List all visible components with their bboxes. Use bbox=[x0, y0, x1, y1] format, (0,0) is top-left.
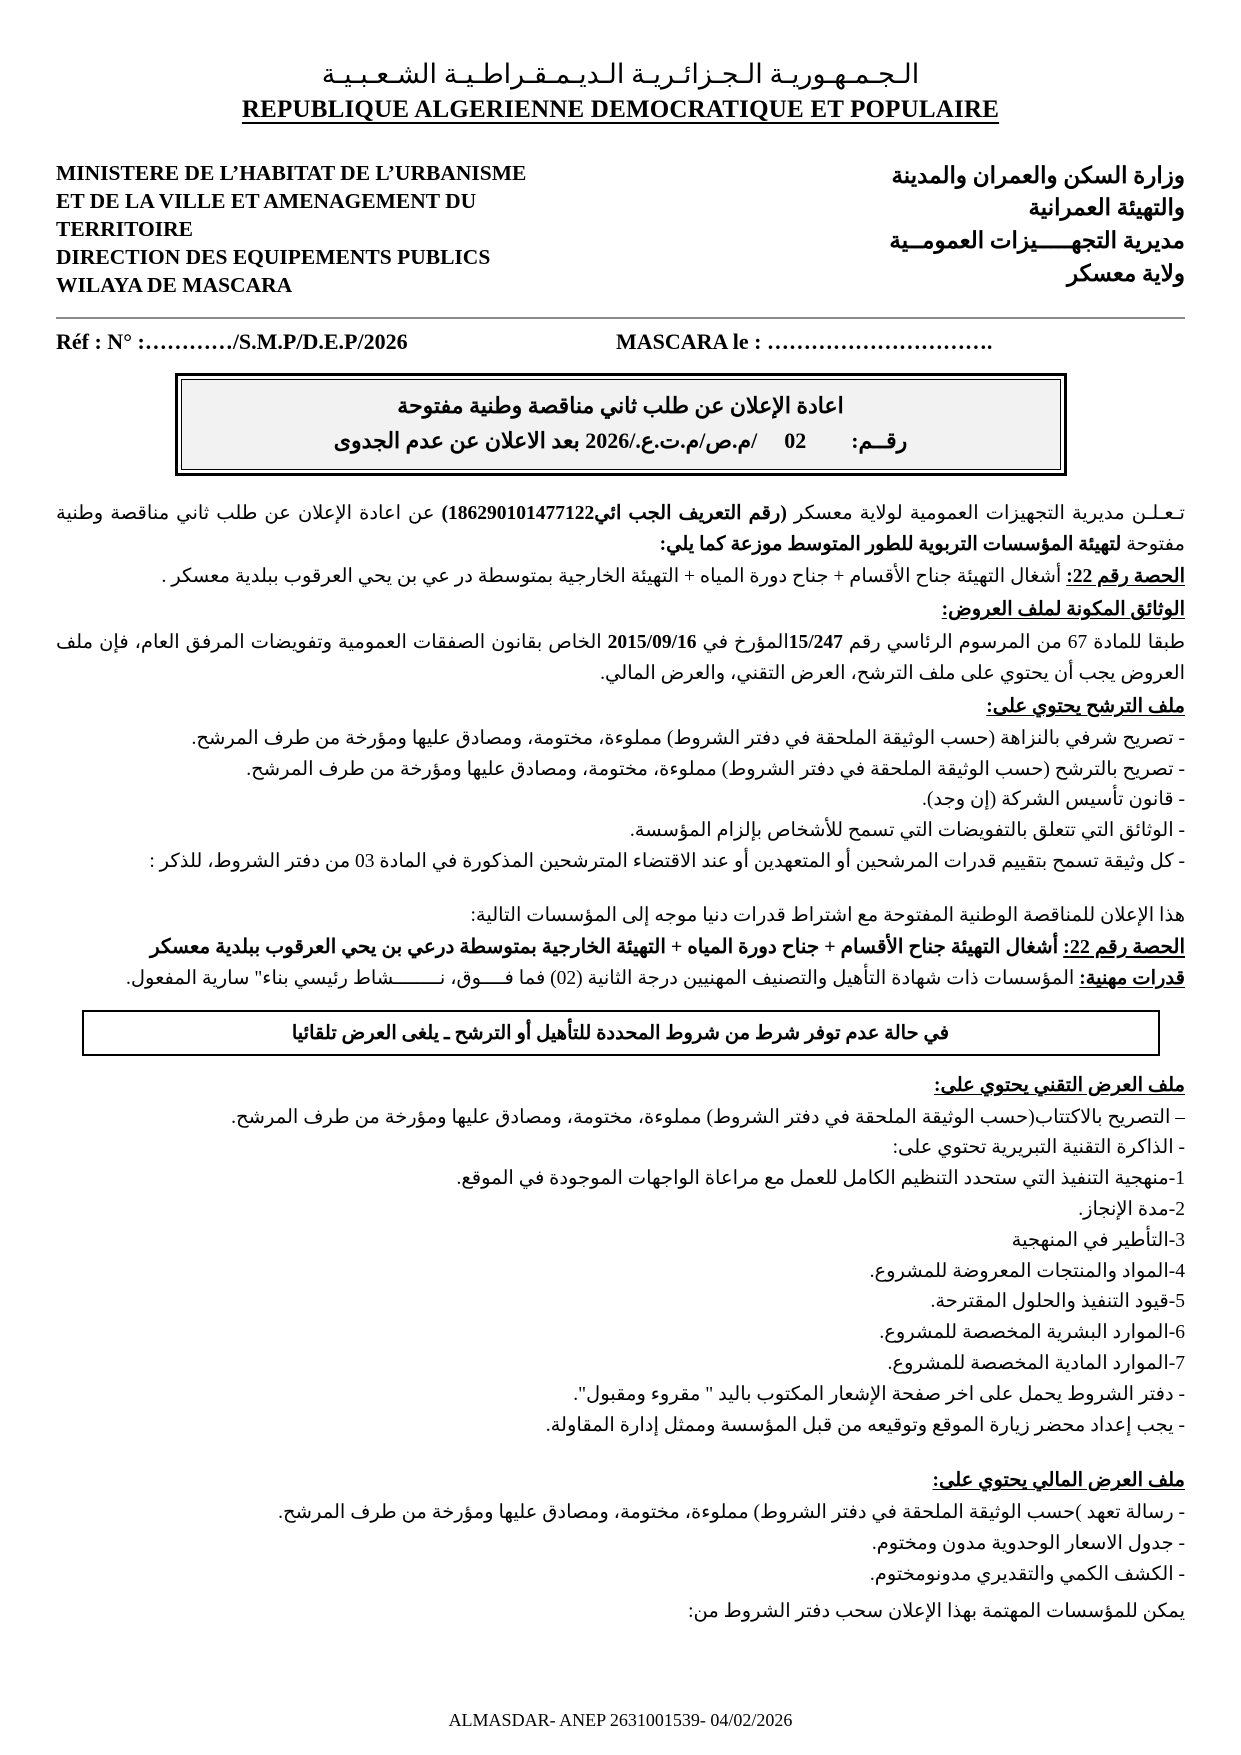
republic-title-arabic: الـجـمـهـوريـة الـجـزائـريـة الـديـمـقـراطـيـة الشـعـبـيـة bbox=[321, 59, 920, 89]
financial-item: - جدول الاسعار الوحدوية مدون ومختوم. bbox=[871, 1532, 1185, 1554]
financial-item: - الكشف الكمي والتقديري مدونومختوم. bbox=[869, 1563, 1185, 1585]
candidacy-item: - تصريح بالترشح (حسب الوثيقة الملحقة في دفتر الشروط) مملوءة، مختومة، ومصادق عليها ومؤرخة من طرف المرشح. bbox=[246, 758, 1185, 780]
candidacy-item: - قانون تأسيس الشركة (إن وجد). bbox=[922, 789, 1185, 811]
header-divider bbox=[56, 317, 1185, 319]
decree-text-c: المؤرخ في bbox=[696, 631, 789, 653]
technical-item: 3-التأطير في المنهجية bbox=[1011, 1229, 1185, 1251]
lot-label-1: الحصة رقم 22: bbox=[1066, 566, 1185, 587]
disqualification-warning-box bbox=[82, 1010, 1160, 1056]
lot-label-2: الحصة رقم 22: bbox=[1063, 935, 1185, 958]
ministry-french-block bbox=[56, 160, 656, 300]
organization-header bbox=[56, 160, 1185, 300]
reference-number: Réf : N° :…………/S.M.P/D.E.P/2026 bbox=[56, 329, 408, 355]
lot-line-1 bbox=[56, 561, 1185, 592]
intro-paragraph bbox=[56, 498, 1185, 560]
ministry-ar-line-2: والتهيئة العمرانية bbox=[1028, 195, 1185, 221]
lot-text-2: أشغال التهيئة جناح الأقسام + جناح دورة المياه + التهيئة الخارجية بمتوسطة درعي بن يحي العرقوب ببلدية معسكر bbox=[149, 935, 1064, 958]
ministry-ar-line-1: وزارة السكن والعمران والمدينة bbox=[891, 162, 1185, 188]
document-body bbox=[56, 498, 1185, 994]
announcement-number-suffix: /م.ص/م.ت.ع./2026 بعد الاعلان عن عدم الجدوى bbox=[333, 427, 758, 453]
republic-title-french: REPUBLIQUE ALGERIENNE DEMOCRATIQUE ET POPULAIRE bbox=[241, 95, 1000, 123]
technical-item: 1-منهجية التنفيذ التي ستحدد التنظيم الكامل للعمل مع مراعاة الواجهات الموجودة في الموقع. bbox=[456, 1168, 1185, 1190]
technical-offer-heading: ملف العرض التقني يحتوي على: bbox=[933, 1075, 1185, 1097]
reference-row bbox=[56, 329, 1185, 355]
decree-date: 2015/09/16 bbox=[607, 631, 697, 653]
document-body-2 bbox=[56, 1070, 1185, 1628]
technical-item: 5-قيود التنفيذ والحلول المقترحة. bbox=[930, 1291, 1185, 1313]
offer-documents-heading: الوثائق المكونة لملف العروض: bbox=[941, 599, 1185, 621]
announcement-title-line-2 bbox=[192, 424, 1050, 458]
intro-text-a: تـعـلـن مديرية التجهيزات العمومية لولاية معسكر bbox=[786, 502, 1185, 524]
ministry-ar-line-3: مديرية التجهـــــيزات العمومــية bbox=[889, 228, 1185, 254]
technical-item: 7-الموارد المادية المخصصة للمشروع. bbox=[887, 1353, 1185, 1375]
disqualification-warning-text: في حالة عدم توفر شرط من شروط المحددة للتأهيل أو الترشح ـ يلغى العرض تلقائيا bbox=[291, 1023, 950, 1045]
decree-text-a: طبقا للمادة 67 من المرسوم الرئاسي رقم bbox=[842, 631, 1185, 653]
intro-text-b: عن اعادة الإعلان عن طلب ثاني مناقصة وطنية مفتوحة bbox=[56, 502, 1185, 555]
capacity-text: المؤسسات ذات شهادة التأهيل والتصنيف المهنيين درجة الثانية (02) فما فــــوق، نــــــــشاط رئيسي بناء" سارية المفعول. bbox=[125, 967, 1080, 989]
professional-capacity-line bbox=[56, 963, 1185, 994]
candidacy-item: - كل وثيقة تسمح بتقييم قدرات المرشحين أو المتعهدين أو عند الاقتضاء المترشحين المذكورة في المادة 03 من دفتر الشروط، للذكر : bbox=[149, 850, 1185, 872]
announcement-title-box bbox=[175, 373, 1067, 475]
technical-item: - دفتر الشروط يحمل على اخر صفحة الإشعار المكتوب باليد " مقروء ومقبول". bbox=[573, 1383, 1185, 1405]
decree-paragraph bbox=[56, 627, 1185, 689]
lot-text-1: أشغال التهيئة جناح الأقسام + جناح دورة المياه + التهيئة الخارجية بمتوسطة در عي بن يحي العرقوب ببلدية معسكر . bbox=[161, 566, 1067, 587]
technical-item: 2-مدة الإنجاز. bbox=[1078, 1199, 1185, 1221]
candidacy-item: - تصريح شرفي بالنزاهة (حسب الوثيقة الملحقة في دفتر الشروط) مملوءة، مختومة، ومصادق عليها ومؤرخة من طرف المرشح. bbox=[191, 727, 1185, 749]
reference-date: MASCARA le : …………………………. bbox=[616, 329, 993, 355]
announcement-title-line-1: اعادة الإعلان عن طلب ثاني مناقصة وطنية مفتوحة bbox=[397, 393, 844, 419]
technical-item: - الذاكرة التقنية التبريرية تحتوي على: bbox=[892, 1137, 1185, 1159]
document-footer: ALMASDAR- ANEP 2631001539- 04/02/2026 bbox=[448, 1710, 793, 1730]
technical-item: - يجب إعداد محضر زيارة الموقع وتوقيعه من قبل المؤسسة وممثل إدارة المقاولة. bbox=[545, 1414, 1185, 1436]
closing-line: يمكن للمؤسسات المهتمة بهذا الإعلان سحب دفتر الشروط من: bbox=[688, 1601, 1185, 1623]
announcement-title-inner bbox=[181, 379, 1061, 469]
tax-id-bold: (رقم التعريف الجب ائي186290101477122) bbox=[441, 502, 787, 524]
ministry-fr-line-1: MINISTERE DE L’HABITAT DE L’URBANISME bbox=[56, 160, 527, 185]
lot-line-2 bbox=[56, 931, 1185, 963]
announcement-number-value: 02 bbox=[784, 427, 807, 453]
decree-text-e: الخاص بقانون الصفقات العمومية وتفويضات المرفق العام، فإن ملف العروض يجب أن يحتوي على ملف الترشح، العرض التقني، والعرض المالي. bbox=[56, 631, 1185, 684]
technical-item: 6-الموارد البشرية المخصصة للمشروع. bbox=[879, 1322, 1185, 1344]
ministry-ar-line-4: ولاية معسكر bbox=[1066, 260, 1185, 286]
ministry-arabic-block bbox=[765, 160, 1185, 291]
ministry-fr-line-5: WILAYA DE MASCARA bbox=[56, 272, 293, 297]
ministry-fr-line-3: TERRITOIRE bbox=[56, 216, 194, 241]
capacity-label: قدرات مهنية: bbox=[1079, 967, 1185, 989]
candidacy-file-heading: ملف الترشح يحتوي على: bbox=[986, 696, 1185, 718]
technical-item: 4-المواد والمنتجات المعروضة للمشروع. bbox=[869, 1260, 1185, 1282]
financial-offer-heading: ملف العرض المالي يحتوي على: bbox=[932, 1470, 1185, 1492]
intro-text-bold2: لتهيئة المؤسسات التربوية للطور المتوسط موزعة كما يلي: bbox=[659, 533, 1122, 555]
ministry-fr-line-4: DIRECTION DES EQUIPEMENTS PUBLICS bbox=[56, 244, 491, 269]
technical-item: – التصريح بالاكتتاب(حسب الوثيقة الملحقة في دفتر الشروط) مملوءة، مختومة، ومصادق عليها ومؤرخة من طرف المرشح. bbox=[231, 1106, 1185, 1128]
candidacy-item: - الوثائق التي تتعلق بالتفويضات التي تسمح للأشخاص بإلزام المؤسسة. bbox=[629, 820, 1185, 842]
announcement-number-label: رقــم: bbox=[851, 427, 908, 453]
decree-number: 15/247 bbox=[788, 631, 843, 653]
tender-note-line: هذا الإعلان للمناقصة الوطنية المفتوحة مع اشتراط قدرات دنيا موجه إلى المؤسسات التالية: bbox=[470, 904, 1185, 926]
financial-item: - رسالة تعهد )حسب الوثيقة الملحقة في دفتر الشروط) مملوءة، مختومة، ومصادق عليها ومؤرخة من طرف المرشح. bbox=[278, 1502, 1185, 1523]
ministry-fr-line-2: ET DE LA VILLE ET AMENAGEMENT DU bbox=[56, 188, 477, 213]
